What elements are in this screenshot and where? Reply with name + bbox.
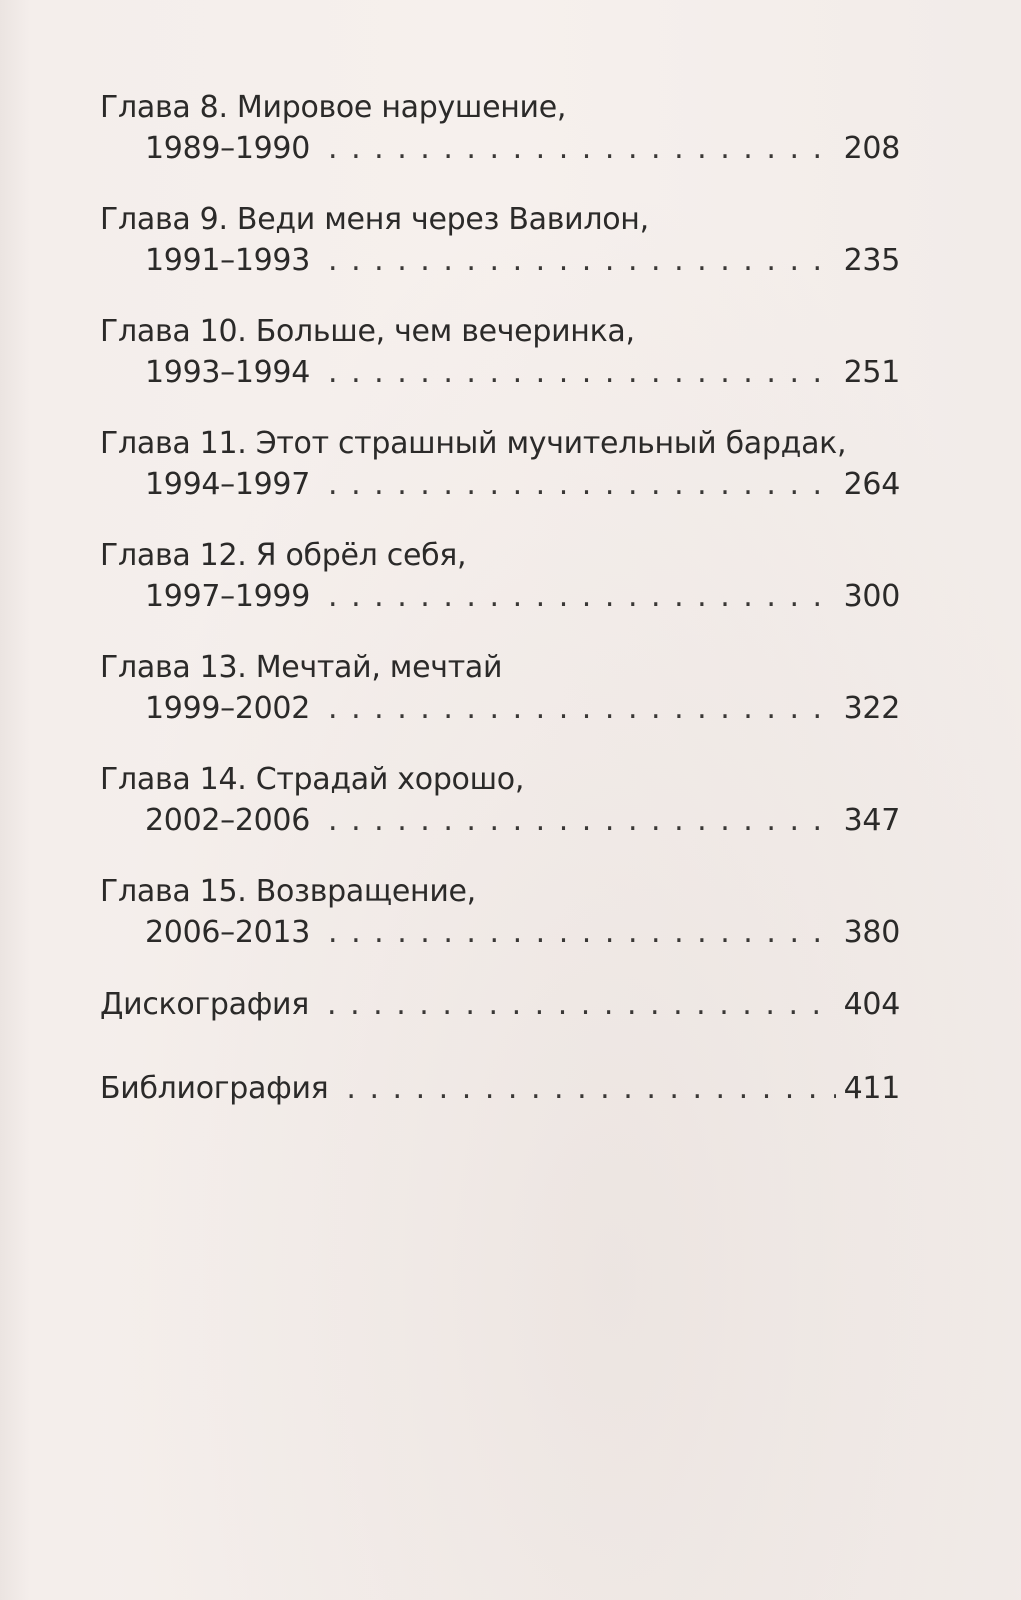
page-number: 300 xyxy=(843,579,900,614)
chapter-years: 1989–1990 xyxy=(145,131,310,166)
chapter-years: 1993–1994 xyxy=(145,355,310,390)
chapter-title: Глава 13. Мечтай, мечтай xyxy=(100,650,503,685)
discography-label: Дискография xyxy=(100,987,309,1022)
dot-leader xyxy=(328,912,836,954)
chapter-title: Глава 14. Страдай хорошо, xyxy=(100,762,525,797)
toc-entry-chapter-14 xyxy=(100,760,900,842)
dot-leader xyxy=(328,576,836,618)
chapter-leader-line xyxy=(100,128,900,170)
dot-leader xyxy=(328,240,836,282)
chapter-title: Глава 10. Больше, чем вечеринка, xyxy=(100,314,635,349)
page-number: 411 xyxy=(843,1071,900,1106)
dot-leader xyxy=(346,1068,836,1110)
chapter-title: Глава 15. Возвращение, xyxy=(100,874,476,909)
toc-entry-chapter-12 xyxy=(100,536,900,618)
page-number: 380 xyxy=(843,915,900,950)
toc-entry-chapter-11 xyxy=(100,424,900,506)
dot-leader xyxy=(328,352,836,394)
chapter-leader-line xyxy=(100,688,900,730)
page-number: 347 xyxy=(843,803,900,838)
chapter-leader-line xyxy=(100,464,900,506)
page-number: 208 xyxy=(843,131,900,166)
toc-entry-chapter-13 xyxy=(100,648,900,730)
chapter-leader-line xyxy=(100,576,900,618)
toc-entry-chapter-10 xyxy=(100,312,900,394)
chapter-title: Глава 12. Я обрёл себя, xyxy=(100,538,467,573)
chapter-leader-line xyxy=(100,912,900,954)
chapter-years: 1999–2002 xyxy=(145,691,310,726)
chapter-leader-line xyxy=(100,240,900,282)
dot-leader xyxy=(328,800,836,842)
page-number: 322 xyxy=(843,691,900,726)
chapter-years: 1997–1999 xyxy=(145,579,310,614)
toc-entry-chapter-8 xyxy=(100,88,900,170)
dot-leader xyxy=(328,464,836,506)
dot-leader xyxy=(328,688,836,730)
discography-leader-line xyxy=(100,984,900,1026)
page-number: 264 xyxy=(843,467,900,502)
chapter-years: 2002–2006 xyxy=(145,803,310,838)
bibliography-leader-line xyxy=(100,1068,900,1110)
chapter-years: 2006–2013 xyxy=(145,915,310,950)
chapter-title: Глава 9. Веди меня через Вавилон, xyxy=(100,202,649,237)
chapter-leader-line xyxy=(100,352,900,394)
toc-entry-discography xyxy=(100,984,900,1026)
chapter-years: 1994–1997 xyxy=(145,467,310,502)
dot-leader xyxy=(328,128,836,170)
dot-leader xyxy=(327,984,836,1026)
page-number: 404 xyxy=(843,987,900,1022)
chapter-title: Глава 8. Мировое нарушение, xyxy=(100,90,567,125)
toc-entry-bibliography xyxy=(100,1068,900,1110)
bibliography-label: Библиография xyxy=(100,1071,329,1106)
page-number: 235 xyxy=(843,243,900,278)
chapter-title: Глава 11. Этот страшный мучительный бардак, xyxy=(100,426,847,461)
table-of-contents xyxy=(100,88,900,1152)
chapter-years: 1991–1993 xyxy=(145,243,310,278)
toc-entry-chapter-15 xyxy=(100,872,900,954)
chapter-leader-line xyxy=(100,800,900,842)
toc-entry-chapter-9 xyxy=(100,200,900,282)
page-number: 251 xyxy=(843,355,900,390)
